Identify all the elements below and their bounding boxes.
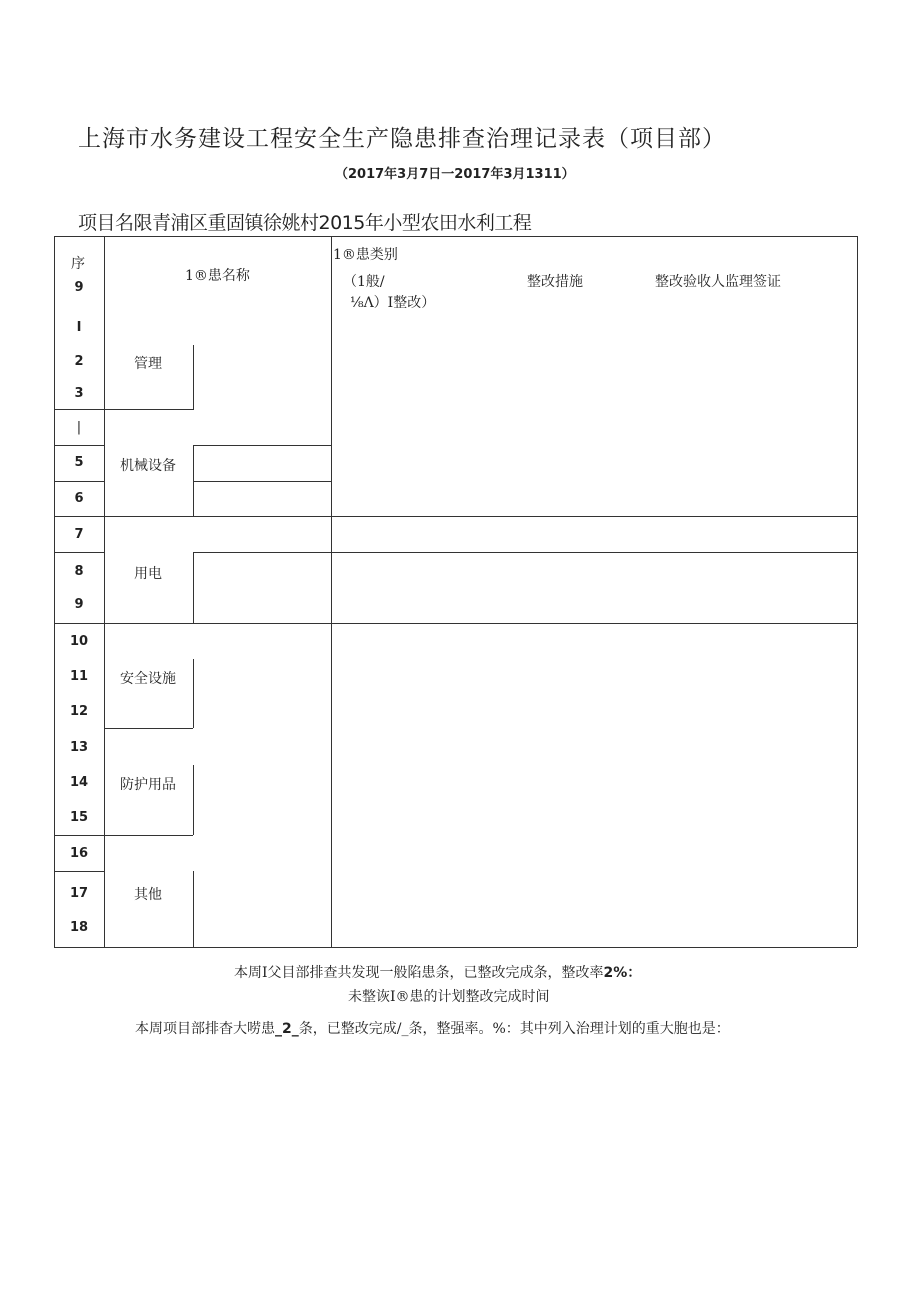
row-number: 14	[69, 775, 89, 790]
row-divider	[54, 481, 104, 482]
table-bottom-border	[54, 947, 857, 948]
row-number: 9	[74, 597, 84, 612]
subcolumn-divider	[193, 871, 194, 947]
row-number: 7	[74, 527, 84, 542]
header-hazard-type-sub1: （1般/	[343, 274, 385, 290]
row-divider	[54, 552, 104, 553]
date-range: （2017年3月7日一2017年3月1311）	[335, 167, 575, 182]
row-number: 11	[69, 669, 89, 684]
row-number: |	[76, 420, 82, 435]
row-divider	[54, 623, 857, 624]
footer-line-1-text: 本周I父目部排查共发现一般陷患条，已整改完成条，整改率	[234, 965, 604, 981]
category-management: 管理	[134, 356, 162, 372]
footer-line-3-rest: 条，已整改完成/_条，整强率。%：其中列入治理计划的重大胞也是：	[298, 1021, 730, 1037]
name-column-divider	[331, 236, 332, 947]
row-number: 18	[69, 920, 89, 935]
category-electricity: 用电	[134, 566, 162, 582]
header-hazard-name: 1®患名称	[185, 268, 250, 284]
footer-line-2: 未整诙I®患的计划整改完成时间	[348, 989, 550, 1005]
row-divider	[193, 481, 331, 482]
subcolumn-divider	[193, 765, 194, 835]
footer-line-3	[135, 1018, 730, 1038]
row-number: 15	[69, 810, 89, 825]
footer-major-count: _2_	[275, 1021, 299, 1037]
row-number: 8	[74, 564, 84, 579]
row-number: 17	[69, 886, 89, 901]
row-number: 6	[74, 491, 84, 506]
footer-line-3-text: 本周项目部排杳大唠患	[135, 1021, 275, 1037]
row-number: 3	[74, 386, 84, 401]
row-number: 13	[69, 740, 89, 755]
footer-line-1	[234, 962, 641, 982]
header-seq: 序	[71, 256, 85, 272]
row-divider	[54, 835, 193, 836]
row-divider	[54, 516, 857, 517]
header-hazard-type: 1®患类别	[333, 247, 398, 263]
category-other: 其他	[134, 887, 162, 903]
header-measures: 整改措施	[527, 274, 583, 290]
row-number: I	[76, 320, 82, 335]
footer-rate: 2%：	[603, 965, 642, 981]
table-left-border	[54, 236, 55, 947]
seq-column-divider	[104, 236, 105, 947]
category-protective-gear: 防护用品	[120, 777, 176, 793]
subcolumn-divider	[193, 659, 194, 728]
row-number: 9	[74, 280, 84, 295]
row-number: 12	[69, 704, 89, 719]
project-name: 项目名限青浦区重固镇徐姚村2015年小型农田水利工程	[78, 212, 532, 234]
row-number: 5	[74, 455, 84, 470]
header-hazard-type-sub2: ⅛Λ）I整改）	[350, 295, 436, 311]
row-number: 10	[69, 634, 89, 649]
category-safety-facilities: 安全设施	[120, 671, 176, 687]
row-number: 2	[74, 354, 84, 369]
table-top-border	[54, 236, 857, 237]
subcolumn-divider	[193, 553, 194, 623]
table-right-border	[857, 236, 858, 947]
row-divider	[54, 871, 104, 872]
row-divider	[193, 552, 857, 553]
row-divider	[54, 409, 193, 410]
category-machinery: 机械设备	[120, 458, 176, 474]
subcolumn-divider	[193, 345, 194, 410]
row-divider	[193, 445, 331, 446]
header-signoff: 整改验收人监理签证	[655, 274, 781, 290]
row-divider	[104, 728, 193, 729]
row-number: 16	[69, 846, 89, 861]
page-title: 上海市水务建设工程安全生产隐患排查治理记录表（项目部）	[78, 126, 726, 152]
row-divider	[54, 445, 104, 446]
